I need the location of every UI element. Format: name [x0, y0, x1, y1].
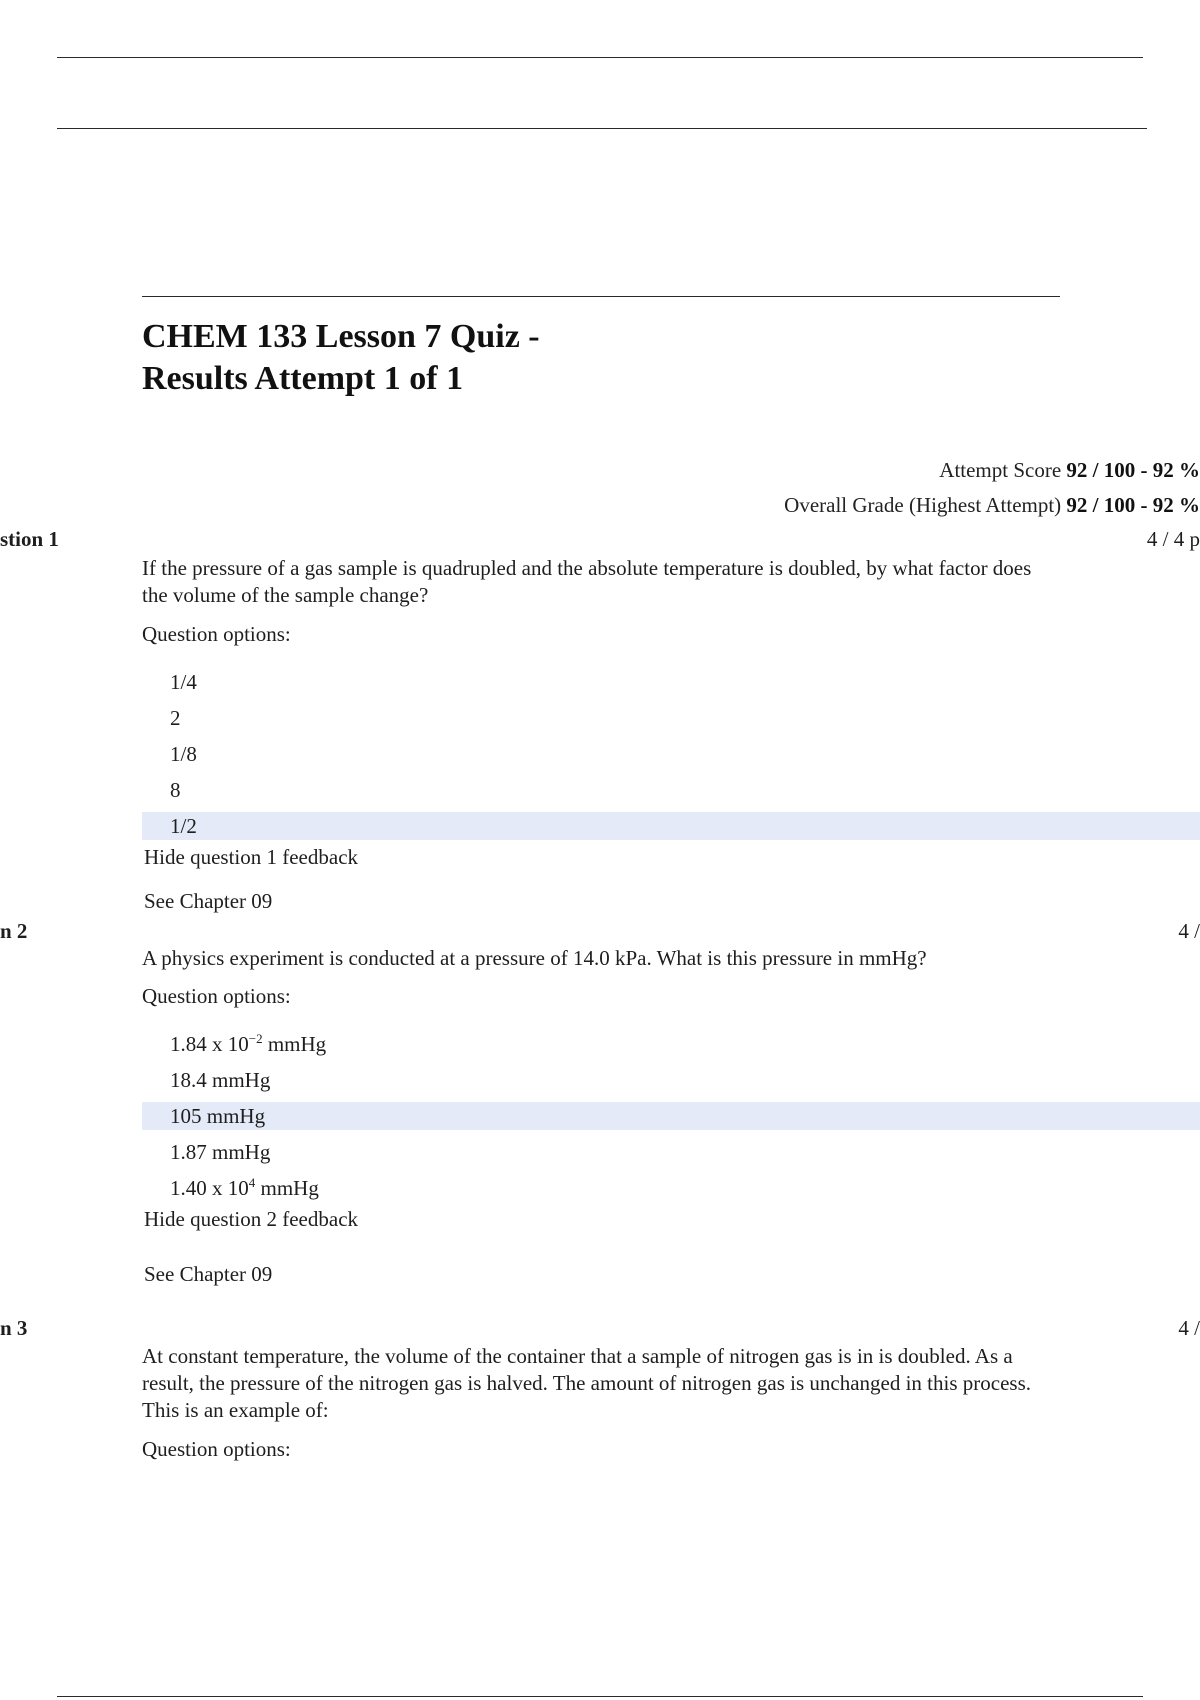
top-rule-1	[57, 57, 1143, 58]
question-3-options-label: Question options:	[142, 1437, 291, 1461]
question-1-option: 1/8	[170, 742, 197, 766]
hide-question-1-feedback-link[interactable]: Hide question 1 feedback	[144, 845, 359, 869]
question-2-option: 105 mmHg	[142, 1102, 1200, 1130]
question-2-points: 4 /	[1178, 919, 1200, 943]
top-rule-2	[57, 128, 1147, 129]
question-3-text: At constant temperature, the volume of the container that a sample of nitrogen gas is in is doubled. As a result, the pressure of the nitrogen gas is halved. The amount of nitrogen gas is unchanged in this process. This is an example of:	[142, 1344, 1031, 1422]
question-1-text: If the pressure of a gas sample is quadrupled and the absolute temperature is doubled, by what factor does the volume of the sample change?	[142, 556, 1032, 607]
question-2-label: n 2	[0, 919, 28, 943]
attempt-score-value: 92 / 100 - 92 %	[1066, 458, 1200, 482]
question-3-points: 4 /	[1178, 1316, 1200, 1340]
question-1-option: 2	[170, 706, 181, 730]
bottom-rule	[57, 1696, 1143, 1697]
question-3-label: n 3	[0, 1316, 28, 1340]
page-title	[142, 316, 540, 400]
overall-grade	[784, 493, 1200, 518]
page-title-line-1: CHEM 133 Lesson 7 Quiz -	[142, 318, 540, 355]
question-2-option: 18.4 mmHg	[170, 1068, 271, 1092]
question-2-text: A physics experiment is conducted at a pressure of 14.0 kPa. What is this pressure in mmHg?	[142, 946, 927, 970]
question-1-option: 1/4	[170, 670, 197, 694]
question-1-feedback: See Chapter 09	[144, 889, 273, 913]
question-2-feedback: See Chapter 09	[144, 1262, 273, 1286]
question-2-options-label: Question options:	[142, 984, 291, 1008]
question-1-option: 1/2	[142, 812, 1200, 840]
question-2-option: 1.84 x $10^{-2}$ mmHg	[170, 1031, 327, 1056]
attempt-score	[939, 458, 1200, 483]
question-2-option: 1.40 x $10^4$ mmHg	[170, 1175, 319, 1200]
overall-grade-label: Overall Grade (Highest Attempt)	[784, 493, 1062, 517]
question-1-points: 4 / 4 p	[1146, 527, 1200, 551]
hide-question-2-feedback-link[interactable]: Hide question 2 feedback	[144, 1207, 359, 1231]
question-1-options-label: Question options:	[142, 622, 291, 646]
question-1-label: stion 1	[0, 527, 59, 551]
page-title-line-2: Results Attempt 1 of 1	[142, 360, 464, 397]
question-2-option: 1.87 mmHg	[170, 1140, 271, 1164]
attempt-score-label: Attempt Score	[939, 458, 1062, 482]
title-rule	[142, 296, 1060, 297]
overall-grade-value: 92 / 100 - 92 %	[1066, 493, 1200, 517]
question-1-option: 8	[170, 778, 181, 802]
